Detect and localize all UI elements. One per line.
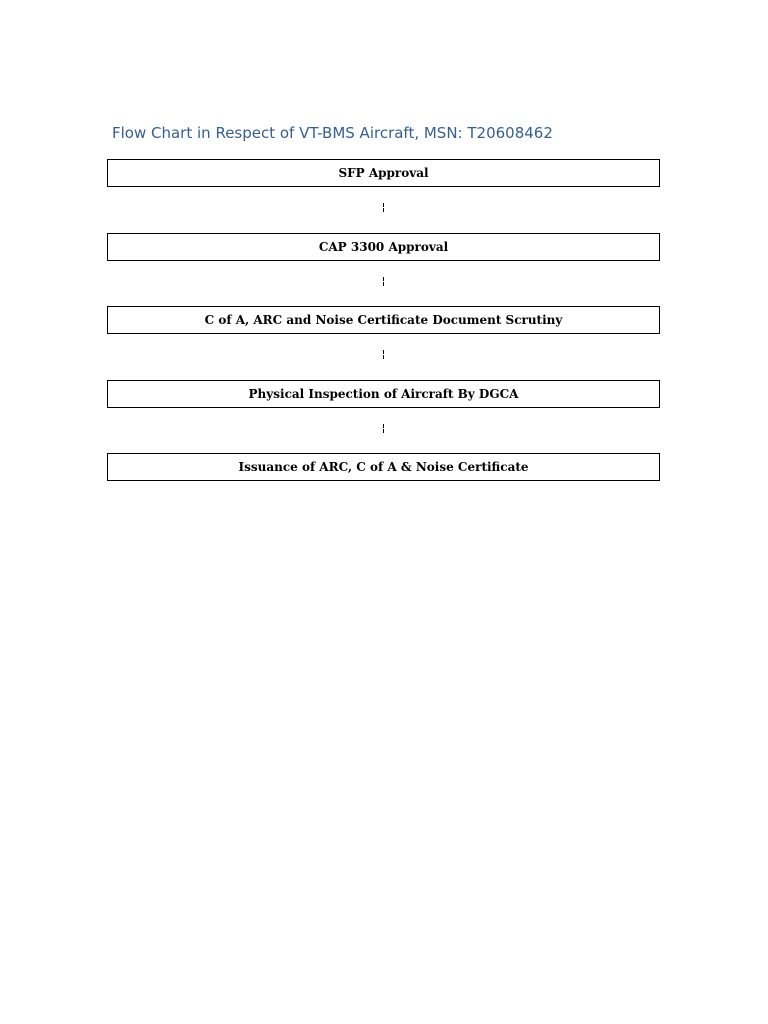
flow-connector-3: [383, 350, 385, 359]
flow-connector-1: [383, 203, 385, 212]
flow-step-document-scrutiny: C of A, ARC and Noise Certificate Document Scrutiny: [107, 306, 660, 334]
flow-step-sfp-approval: SFP Approval: [107, 159, 660, 187]
flow-step-cap-3300-approval: CAP 3300 Approval: [107, 233, 660, 261]
flow-step-issuance-of-certificates: Issuance of ARC, C of A & Noise Certificate: [107, 453, 660, 481]
flow-step-physical-inspection: Physical Inspection of Aircraft By DGCA: [107, 380, 660, 408]
page-title: Flow Chart in Respect of VT-BMS Aircraft, MSN: T20608462: [112, 124, 553, 142]
flow-connector-2: [383, 277, 385, 286]
flow-connector-4: [383, 424, 385, 433]
